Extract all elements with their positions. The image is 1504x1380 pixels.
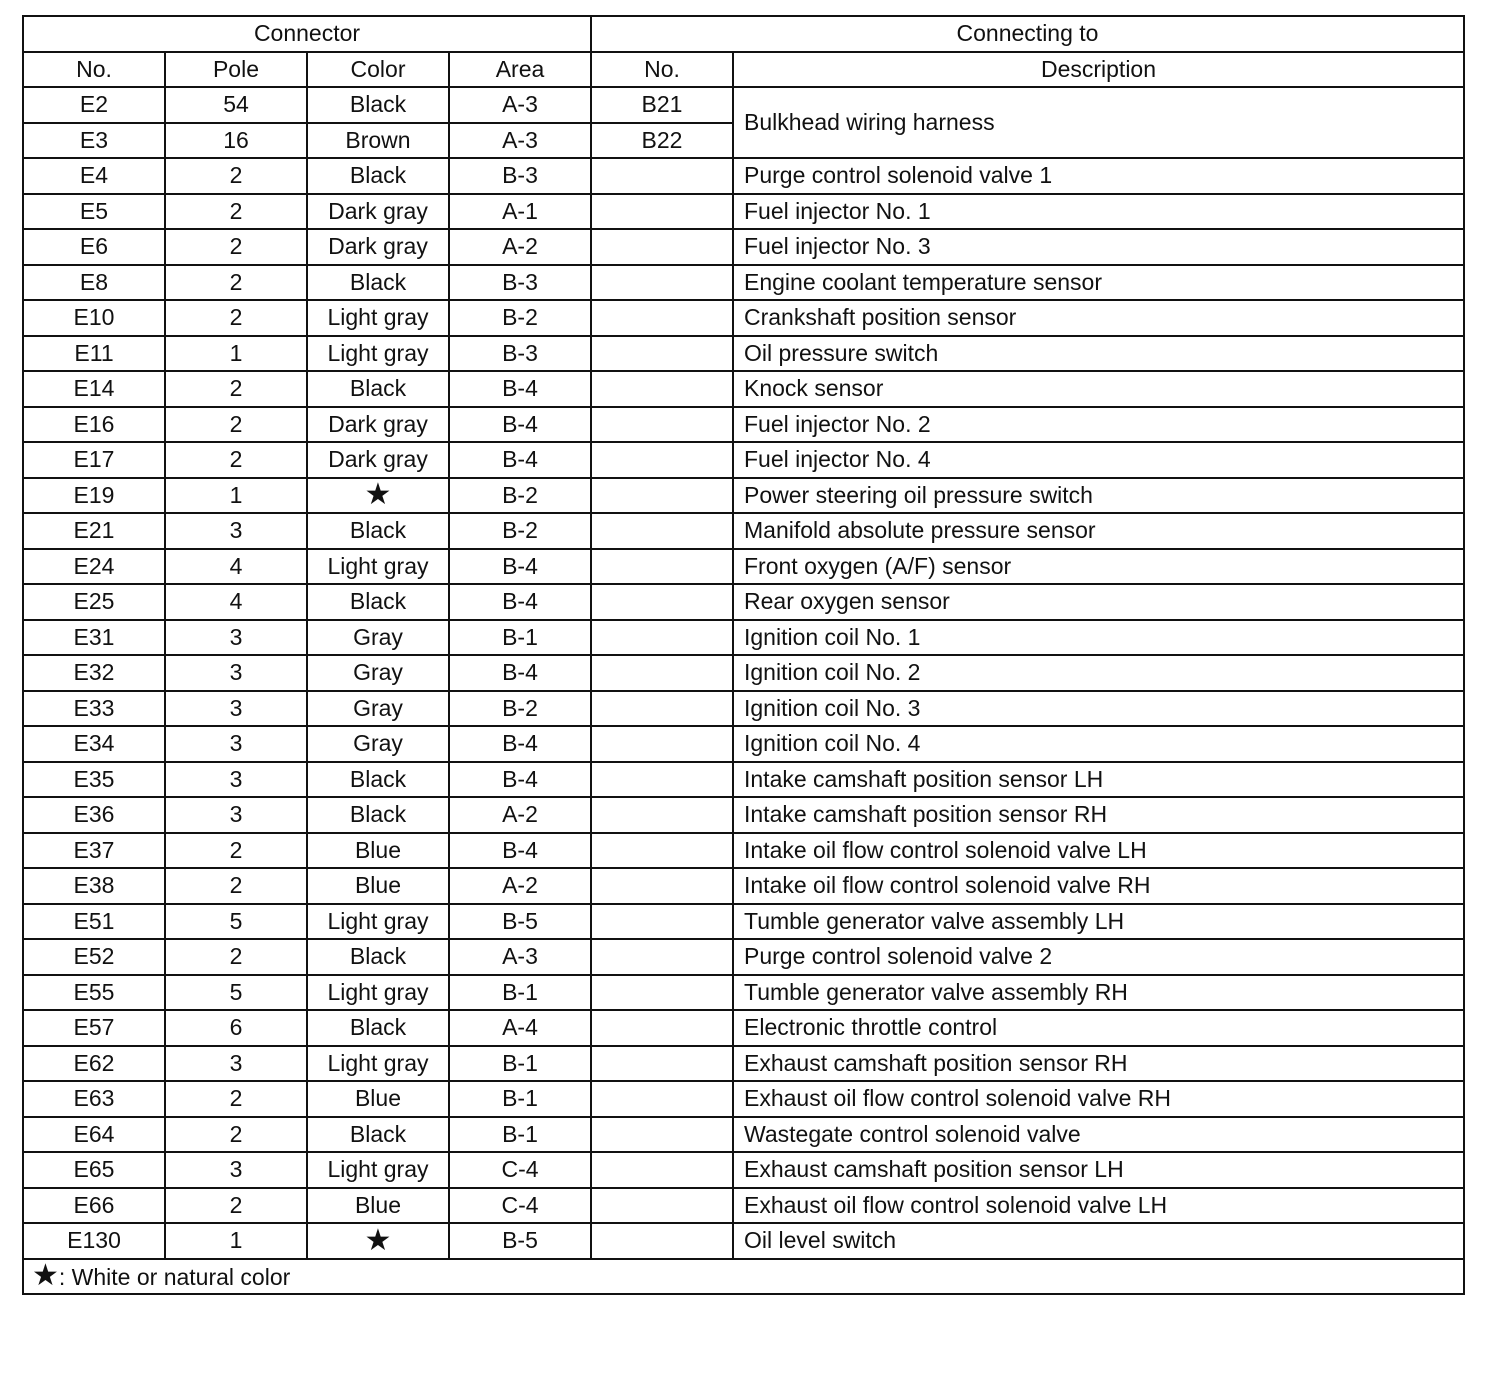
cell-no: E21 xyxy=(23,513,165,549)
cell-conn-no xyxy=(591,265,733,301)
cell-conn-no xyxy=(591,478,733,514)
cell-area: B-4 xyxy=(449,407,591,443)
table-row xyxy=(23,371,1464,407)
cell-description: Tumble generator valve assembly RH xyxy=(733,975,1464,1011)
cell-pole: 2 xyxy=(165,833,307,869)
header-row-columns xyxy=(23,52,1464,88)
cell-description: Tumble generator valve assembly LH xyxy=(733,904,1464,940)
table-row xyxy=(23,1223,1464,1259)
cell-conn-no xyxy=(591,442,733,478)
cell-conn-no xyxy=(591,513,733,549)
cell-color: Black xyxy=(307,797,449,833)
cell-area: B-3 xyxy=(449,336,591,372)
cell-area: B-2 xyxy=(449,513,591,549)
table-row xyxy=(23,833,1464,869)
cell-conn-no xyxy=(591,1223,733,1259)
cell-color: Black xyxy=(307,762,449,798)
cell-color: Light gray xyxy=(307,300,449,336)
cell-no: E64 xyxy=(23,1117,165,1153)
cell-conn-no xyxy=(591,1081,733,1117)
cell-color: Gray xyxy=(307,620,449,656)
cell-description: Intake oil flow control solenoid valve LH xyxy=(733,833,1464,869)
table-row xyxy=(23,1081,1464,1117)
header-description: Description xyxy=(733,52,1464,88)
table-row xyxy=(23,300,1464,336)
cell-pole: 2 xyxy=(165,407,307,443)
cell-no: E52 xyxy=(23,939,165,975)
cell-description: Fuel injector No. 2 xyxy=(733,407,1464,443)
table-row xyxy=(23,975,1464,1011)
table-row xyxy=(23,87,1464,123)
cell-description: Intake oil flow control solenoid valve RH xyxy=(733,868,1464,904)
cell-area: B-4 xyxy=(449,442,591,478)
cell-area: A-2 xyxy=(449,229,591,265)
cell-pole: 3 xyxy=(165,726,307,762)
table-row xyxy=(23,904,1464,940)
cell-pole: 2 xyxy=(165,939,307,975)
cell-color: Light gray xyxy=(307,1152,449,1188)
cell-pole: 3 xyxy=(165,1152,307,1188)
table-row xyxy=(23,691,1464,727)
cell-description: Fuel injector No. 4 xyxy=(733,442,1464,478)
cell-pole: 5 xyxy=(165,904,307,940)
cell-pole: 2 xyxy=(165,1188,307,1224)
table-row xyxy=(23,478,1464,514)
table-body xyxy=(23,87,1464,1259)
cell-color: Light gray xyxy=(307,1046,449,1082)
cell-color: Gray xyxy=(307,726,449,762)
cell-no: E55 xyxy=(23,975,165,1011)
cell-pole: 5 xyxy=(165,975,307,1011)
cell-pole: 3 xyxy=(165,1046,307,1082)
cell-area: B-1 xyxy=(449,620,591,656)
cell-color: Black xyxy=(307,1117,449,1153)
header-connector: Connector xyxy=(23,16,591,52)
cell-color: Gray xyxy=(307,655,449,691)
cell-pole: 2 xyxy=(165,371,307,407)
cell-no: E32 xyxy=(23,655,165,691)
cell-description: Exhaust camshaft position sensor RH xyxy=(733,1046,1464,1082)
cell-pole: 2 xyxy=(165,229,307,265)
cell-color: Blue xyxy=(307,868,449,904)
cell-description: Manifold absolute pressure sensor xyxy=(733,513,1464,549)
cell-color: Dark gray xyxy=(307,194,449,230)
cell-pole: 4 xyxy=(165,549,307,585)
table-row xyxy=(23,1046,1464,1082)
cell-description: Engine coolant temperature sensor xyxy=(733,265,1464,301)
cell-description: Power steering oil pressure switch xyxy=(733,478,1464,514)
header-no: No. xyxy=(23,52,165,88)
cell-area: B-1 xyxy=(449,1046,591,1082)
table-row xyxy=(23,726,1464,762)
cell-conn-no xyxy=(591,584,733,620)
cell-description: Exhaust camshaft position sensor LH xyxy=(733,1152,1464,1188)
table-row xyxy=(23,868,1464,904)
cell-conn-no xyxy=(591,620,733,656)
cell-conn-no xyxy=(591,797,733,833)
cell-conn-no xyxy=(591,691,733,727)
table-row xyxy=(23,229,1464,265)
cell-conn-no xyxy=(591,194,733,230)
header-connecting-to: Connecting to xyxy=(591,16,1464,52)
legend-text: : White or natural color xyxy=(58,1264,291,1291)
cell-color: Black xyxy=(307,1010,449,1046)
cell-no: E62 xyxy=(23,1046,165,1082)
cell-no: E130 xyxy=(23,1223,165,1259)
cell-area: A-3 xyxy=(449,87,591,123)
star-icon: ★ xyxy=(32,1259,59,1293)
cell-no: E35 xyxy=(23,762,165,798)
table-row xyxy=(23,194,1464,230)
cell-description: Fuel injector No. 3 xyxy=(733,229,1464,265)
cell-color: Dark gray xyxy=(307,229,449,265)
star-icon: ★ xyxy=(307,1223,449,1259)
cell-conn-no xyxy=(591,1117,733,1153)
cell-description: Exhaust oil flow control solenoid valve RH xyxy=(733,1081,1464,1117)
table-row xyxy=(23,655,1464,691)
cell-color: Light gray xyxy=(307,904,449,940)
cell-area: B-3 xyxy=(449,265,591,301)
cell-area: A-2 xyxy=(449,868,591,904)
cell-no: E17 xyxy=(23,442,165,478)
cell-pole: 2 xyxy=(165,442,307,478)
cell-color: Blue xyxy=(307,1081,449,1117)
cell-pole: 3 xyxy=(165,762,307,798)
cell-area: C-4 xyxy=(449,1188,591,1224)
cell-conn-no xyxy=(591,939,733,975)
table-row xyxy=(23,549,1464,585)
cell-description: Exhaust oil flow control solenoid valve LH xyxy=(733,1188,1464,1224)
legend-row xyxy=(23,1259,1464,1295)
cell-color: Black xyxy=(307,371,449,407)
cell-no: E37 xyxy=(23,833,165,869)
cell-color: Black xyxy=(307,584,449,620)
header-color: Color xyxy=(307,52,449,88)
cell-no: E31 xyxy=(23,620,165,656)
table-row xyxy=(23,939,1464,975)
connector-table xyxy=(22,15,1465,1295)
cell-conn-no xyxy=(591,904,733,940)
cell-no: E8 xyxy=(23,265,165,301)
cell-conn-no xyxy=(591,868,733,904)
cell-description: Crankshaft position sensor xyxy=(733,300,1464,336)
cell-pole: 3 xyxy=(165,620,307,656)
cell-area: A-3 xyxy=(449,939,591,975)
cell-area: B-4 xyxy=(449,726,591,762)
cell-no: E38 xyxy=(23,868,165,904)
cell-color: Dark gray xyxy=(307,442,449,478)
cell-description: Bulkhead wiring harness xyxy=(733,87,1464,158)
cell-pole: 2 xyxy=(165,194,307,230)
cell-area: B-2 xyxy=(449,300,591,336)
cell-conn-no xyxy=(591,158,733,194)
cell-color: Light gray xyxy=(307,975,449,1011)
cell-pole: 1 xyxy=(165,336,307,372)
cell-color: Black xyxy=(307,513,449,549)
cell-no: E33 xyxy=(23,691,165,727)
cell-no: E16 xyxy=(23,407,165,443)
cell-pole: 1 xyxy=(165,478,307,514)
cell-no: E11 xyxy=(23,336,165,372)
cell-conn-no xyxy=(591,1046,733,1082)
legend-cell xyxy=(23,1259,1464,1295)
cell-description: Wastegate control solenoid valve xyxy=(733,1117,1464,1153)
table-row xyxy=(23,1010,1464,1046)
cell-no: E25 xyxy=(23,584,165,620)
cell-conn-no xyxy=(591,975,733,1011)
cell-no: E4 xyxy=(23,158,165,194)
cell-pole: 6 xyxy=(165,1010,307,1046)
cell-description: Ignition coil No. 1 xyxy=(733,620,1464,656)
cell-pole: 3 xyxy=(165,655,307,691)
cell-description: Fuel injector No. 1 xyxy=(733,194,1464,230)
cell-description: Intake camshaft position sensor LH xyxy=(733,762,1464,798)
cell-pole: 2 xyxy=(165,868,307,904)
cell-color: Light gray xyxy=(307,549,449,585)
cell-color: Blue xyxy=(307,1188,449,1224)
cell-conn-no xyxy=(591,549,733,585)
cell-pole: 2 xyxy=(165,265,307,301)
cell-color: Gray xyxy=(307,691,449,727)
cell-area: B-4 xyxy=(449,371,591,407)
cell-no: E19 xyxy=(23,478,165,514)
cell-area: B-5 xyxy=(449,904,591,940)
table-row xyxy=(23,336,1464,372)
cell-color: Black xyxy=(307,158,449,194)
cell-conn-no xyxy=(591,300,733,336)
cell-color: Black xyxy=(307,87,449,123)
cell-description: Oil level switch xyxy=(733,1223,1464,1259)
cell-pole: 3 xyxy=(165,513,307,549)
cell-description: Knock sensor xyxy=(733,371,1464,407)
cell-area: B-1 xyxy=(449,1081,591,1117)
cell-no: E3 xyxy=(23,123,165,159)
cell-conn-no: B21 xyxy=(591,87,733,123)
cell-conn-no xyxy=(591,371,733,407)
cell-area: B-4 xyxy=(449,584,591,620)
cell-color: Brown xyxy=(307,123,449,159)
table-row xyxy=(23,584,1464,620)
cell-conn-no xyxy=(591,1152,733,1188)
cell-no: E24 xyxy=(23,549,165,585)
cell-area: A-3 xyxy=(449,123,591,159)
cell-description: Ignition coil No. 3 xyxy=(733,691,1464,727)
cell-area: B-4 xyxy=(449,762,591,798)
cell-area: B-2 xyxy=(449,478,591,514)
cell-conn-no xyxy=(591,407,733,443)
cell-conn-no xyxy=(591,336,733,372)
cell-description: Oil pressure switch xyxy=(733,336,1464,372)
cell-description: Front oxygen (A/F) sensor xyxy=(733,549,1464,585)
header-pole: Pole xyxy=(165,52,307,88)
cell-no: E36 xyxy=(23,797,165,833)
cell-conn-no xyxy=(591,229,733,265)
cell-area: A-4 xyxy=(449,1010,591,1046)
cell-description: Purge control solenoid valve 2 xyxy=(733,939,1464,975)
cell-no: E6 xyxy=(23,229,165,265)
table-row xyxy=(23,442,1464,478)
cell-color: Dark gray xyxy=(307,407,449,443)
cell-conn-no xyxy=(591,762,733,798)
star-icon: ★ xyxy=(307,478,449,514)
cell-conn-no: B22 xyxy=(591,123,733,159)
cell-area: B-4 xyxy=(449,655,591,691)
cell-no: E63 xyxy=(23,1081,165,1117)
cell-description: Ignition coil No. 4 xyxy=(733,726,1464,762)
table-row xyxy=(23,1188,1464,1224)
cell-pole: 3 xyxy=(165,797,307,833)
cell-no: E66 xyxy=(23,1188,165,1224)
cell-description: Electronic throttle control xyxy=(733,1010,1464,1046)
cell-no: E65 xyxy=(23,1152,165,1188)
cell-no: E14 xyxy=(23,371,165,407)
cell-area: B-3 xyxy=(449,158,591,194)
cell-pole: 54 xyxy=(165,87,307,123)
cell-conn-no xyxy=(591,833,733,869)
cell-area: B-4 xyxy=(449,833,591,869)
cell-area: C-4 xyxy=(449,1152,591,1188)
cell-conn-no xyxy=(591,655,733,691)
cell-pole: 4 xyxy=(165,584,307,620)
cell-no: E5 xyxy=(23,194,165,230)
table-row xyxy=(23,407,1464,443)
cell-description: Rear oxygen sensor xyxy=(733,584,1464,620)
table-row xyxy=(23,797,1464,833)
cell-area: B-1 xyxy=(449,975,591,1011)
cell-area: A-2 xyxy=(449,797,591,833)
cell-no: E34 xyxy=(23,726,165,762)
cell-area: A-1 xyxy=(449,194,591,230)
cell-area: B-4 xyxy=(449,549,591,585)
cell-description: Intake camshaft position sensor RH xyxy=(733,797,1464,833)
table-row xyxy=(23,265,1464,301)
cell-color: Black xyxy=(307,939,449,975)
cell-pole: 3 xyxy=(165,691,307,727)
cell-conn-no xyxy=(591,1010,733,1046)
cell-pole: 1 xyxy=(165,1223,307,1259)
cell-pole: 2 xyxy=(165,300,307,336)
cell-color: Blue xyxy=(307,833,449,869)
header-conn-no: No. xyxy=(591,52,733,88)
cell-pole: 16 xyxy=(165,123,307,159)
table-row xyxy=(23,1117,1464,1153)
cell-pole: 2 xyxy=(165,158,307,194)
cell-description: Purge control solenoid valve 1 xyxy=(733,158,1464,194)
table-row xyxy=(23,1152,1464,1188)
cell-conn-no xyxy=(591,726,733,762)
header-row-group xyxy=(23,16,1464,52)
cell-area: B-1 xyxy=(449,1117,591,1153)
table-row xyxy=(23,513,1464,549)
cell-pole: 2 xyxy=(165,1117,307,1153)
cell-no: E2 xyxy=(23,87,165,123)
cell-pole: 2 xyxy=(165,1081,307,1117)
table-row xyxy=(23,762,1464,798)
cell-area: B-5 xyxy=(449,1223,591,1259)
cell-color: Black xyxy=(307,265,449,301)
cell-no: E51 xyxy=(23,904,165,940)
table-row xyxy=(23,158,1464,194)
header-area: Area xyxy=(449,52,591,88)
cell-no: E57 xyxy=(23,1010,165,1046)
cell-description: Ignition coil No. 2 xyxy=(733,655,1464,691)
cell-no: E10 xyxy=(23,300,165,336)
cell-conn-no xyxy=(591,1188,733,1224)
cell-color: Light gray xyxy=(307,336,449,372)
table-row xyxy=(23,620,1464,656)
cell-area: B-2 xyxy=(449,691,591,727)
